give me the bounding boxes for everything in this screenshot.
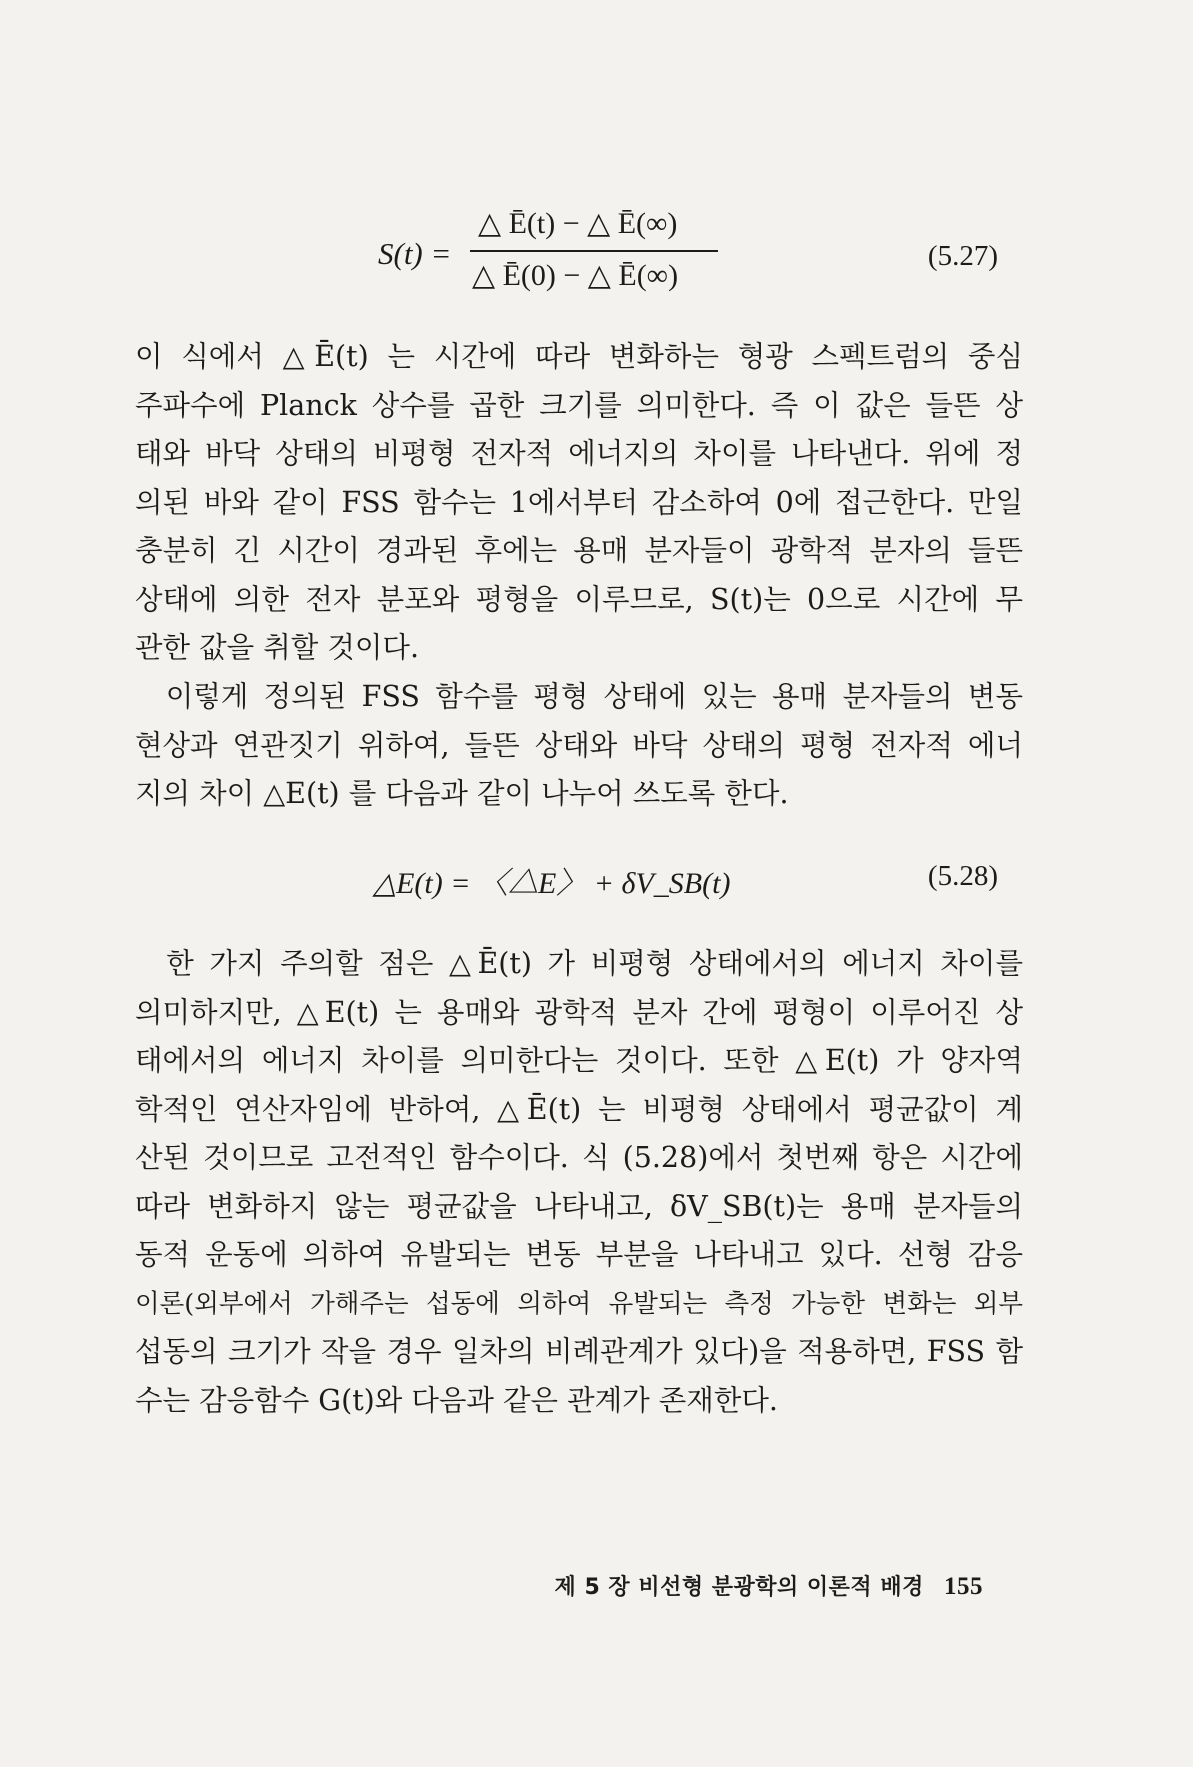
text-line: 현상과 연관짓기 위하여, 들뜬 상태와 바닥 상태의 평형 전자적 에너 — [135, 728, 1023, 762]
text-line: 태와 바닥 상태의 비평형 전자적 에너지의 차이를 나타낸다. 위에 정 — [135, 437, 1023, 470]
text-line: 충분히 긴 시간이 경과된 후에는 용매 분자들이 광학적 분자의 들뜬 — [135, 534, 1023, 567]
paragraph-2 — [135, 673, 1023, 819]
text-line: 따라 변화하지 않는 평균값을 나타내고, δV_SB(t)는 용매 분자들의 — [135, 1189, 1023, 1223]
equation-body: △E(t) = 〈△E〉 + δV_SB(t) — [373, 867, 731, 900]
text-line: 수는 감응함수 G(t)와 다음과 같은 관계가 존재한다. — [135, 1383, 778, 1417]
text-line: 의미하지만, △E(t) 는 용매와 광학적 분자 간에 평형이 이루어진 상 — [135, 995, 1023, 1029]
text-line: 이 식에서 △Ē(t) 는 시간에 따라 변화하는 형광 스펙트럼의 중심 — [135, 340, 1023, 373]
text-line: 한 가지 주의할 점은 △Ē(t) 가 비평형 상태에서의 에너지 차이를 — [135, 947, 1023, 980]
page-number: 155 — [944, 1573, 983, 1600]
equation-number: (5.28) — [927, 860, 998, 892]
text-line: 주파수에 Planck 상수를 곱한 크기를 의미한다. 즉 이 값은 들뜬 상 — [135, 388, 1023, 422]
fraction-bar — [470, 250, 718, 252]
equation-lhs: S(t) = — [378, 236, 452, 271]
paragraph-3 — [135, 940, 1023, 1425]
text-line: 상태에 의한 전자 분포와 평형을 이루므로, S(t)는 0으로 시간에 무 — [135, 582, 1023, 616]
chapter-title: 제 5 장 비선형 분광학의 이론적 배경 — [554, 1575, 924, 1600]
paragraph-1 — [135, 333, 1023, 673]
equation-number: (5.27) — [927, 240, 998, 272]
text-line: 학적인 연산자임에 반하여, △Ē(t) 는 비평형 상태에서 평균값이 계 — [135, 1092, 1023, 1126]
text-line: 산된 것이므로 고전적인 함수이다. 식 (5.28)에서 첫번째 항은 시간에 — [135, 1141, 1023, 1174]
text-line: 의된 바와 같이 FSS 함수는 1에서부터 감소하여 0에 접근한다. 만일 — [135, 485, 1023, 519]
text-line: 이렇게 정의된 FSS 함수를 평형 상태에 있는 용매 분자들의 변동 — [135, 680, 1023, 713]
equation-numerator: △ Ē(t) − △ Ē(∞) — [478, 207, 678, 240]
text-line: 이론(외부에서 가해주는 섭동에 의하여 유발되는 측정 가능한 변화는 외부 — [135, 1288, 1023, 1319]
text-line: 태에서의 에너지 차이를 의미한다는 것이다. 또한 △E(t) 가 양자역 — [135, 1044, 1023, 1077]
equation-denominator: △ Ē(0) − △ Ē(∞) — [472, 259, 679, 292]
page-footer — [555, 1570, 983, 1601]
text-line: 섭동의 크기가 작을 경우 일차의 비례관계가 있다)을 적용하면, FSS 함 — [135, 1335, 1023, 1368]
text-line: 관한 값을 취할 것이다. — [135, 631, 420, 664]
text-line: 동적 운동에 의하여 유발되는 변동 부분을 나타내고 있다. 선형 감응 — [135, 1238, 1023, 1271]
text-line: 지의 차이 △E(t) 를 다음과 같이 나누어 쓰도록 한다. — [135, 777, 789, 810]
